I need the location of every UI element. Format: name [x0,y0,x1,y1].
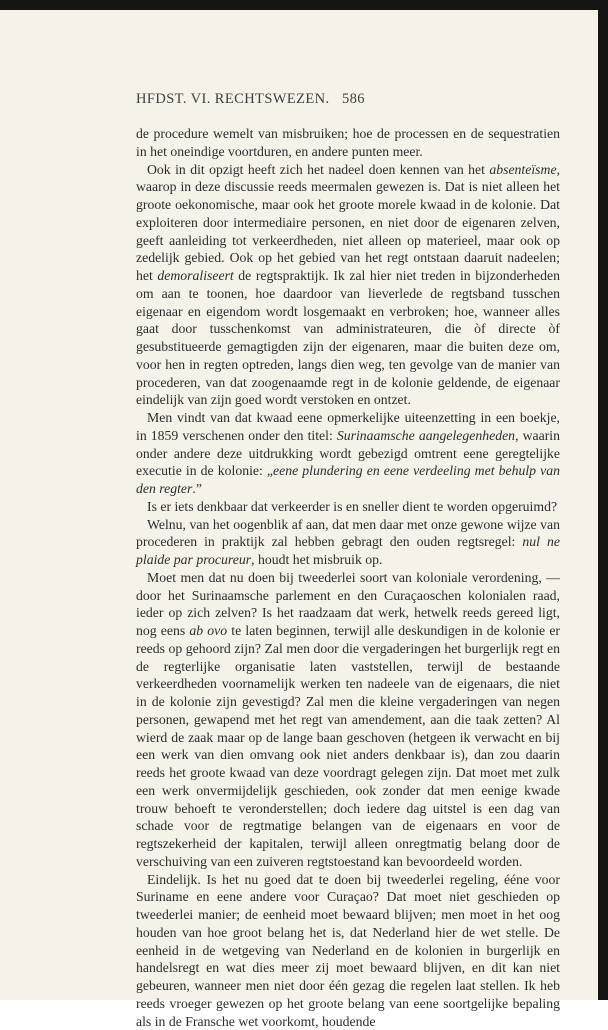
text-run: Men vindt van dat kwaad eene opmerkelijke uiteenzetting in een boekje, in 1859 verschenen onder den titel: [136,410,560,443]
text-run: Welnu, van het oogenblik af aan, dat men daar met onze gewone wijze van procederen in praktijk zal hebben gebragt den ouden regtsregel: [136,517,560,550]
paragraph [136,409,560,498]
text-run: , houdt het misbruik op. [251,552,382,567]
text-run: , waarop in deze discussie reeds meermalen gewezen is. Dat is niet alleen het groote oekonomische, maar ook het groote morele kwaad in de kolonie. Dat exploiteren door intermediaire personen, en niet door de eigenaren zelven, geeft aanleiding tot verkeerdheden, niet alleen op materieel, maar ook op zedelijk gebied. Ook op het gebied van het regt ontstaan daaruit nadeelen; het [136,162,560,284]
italic-phrase: eene plundering en eene verdeeling met behulp van den regter [136,463,560,496]
paragraph [136,569,560,871]
top-scan-border [0,0,608,10]
body-text [136,125,560,1030]
page-number: 586 [342,91,365,108]
text-run: de procedure wemelt van misbruiken; hoe de processen en de sequestratien in het oneindige voortduren, en andere punten meer. [136,126,560,159]
italic-phrase: ab ovo [189,623,227,638]
italic-phrase: Surinaamsche aangelegenheden [337,428,515,443]
paragraph [136,125,560,161]
chapter-title: HFDST. VI. RECHTSWEZEN. [136,91,330,108]
text-run: .” [192,481,202,496]
text-run: de regtspraktijk. Ik zal hier niet treden in bijzonderheden om aan te toonen, hoe daardoor van lieverlede de regtsband tusschen eigenaar en eigendom wordt losgemaakt en verbroken; hoe, wanneer alles gaat door tusschenkomst van administrateuren, die òf directe òf gesubstitueerde gemagtigden zijn der eigenaren, maar die buiten deze om, voor hen in regten optreden, langs dien weg, ten gevolge van de manier van procederen, van dat zoogenaamde regt in de kolonie geldende, de eigenaar eindelijk van zijn goed wordt verstoken en ontzet. [136,268,560,407]
text-run: Moet men dat nu doen bij tweederlei soort van koloniale verordening, — door het Surinaamsche parlement en den Curaçaoschen kolonialen raad, ieder op zich zelven? Is het raadzaam dat werk, hetwelk reeds gereed ligt, nog eens [136,570,560,638]
text-run: , waarin onder andere deze uitdrukking wordt gebezigd omtrent eene geregtelijke executie in de kolonie: „ [136,428,560,479]
text-run: te laten beginnen, terwijl alle deskundigen in de kolonie er reeds op gehoord zijn? Zal men door die vergaderingen het burgerlijk regt en de regterlijke organisatie laten vaststellen, terwijl de bestaande verkeerdheden voornamelijk werken ten nadeele van de eigenaars, die niet in de kolonie zijn gevestigd? Zal men die kleine vergaderingen van negen personen, gewapend met het regt van amendement, aan die taak zetten? Al wierd de zaak maar op de lange baan geschoven (hetgeen ik verwacht en bij een werk van dien omvang ook niet anders denkbaar is), dan zou daarin reeds het groote kwaad van deze voordragt gelegen zijn. Dat moet met zulk een werk onvermijdelijk geschieden, ook zonder dat men eenige kwade trouw behoeft te veronderstellen; doch iedere dag uitstel is een dag van schade voor de regtmatige belangen van de eigenaars en voor de regtszekerheid der kapitalen, terwijl alleen onregtmatig belang door de verschuiving van een zuiveren regtstoestand kan bevoordeeld worden. [136,623,560,869]
italic-phrase: demoraliseert [157,268,233,283]
paragraph [136,871,560,1030]
text-run: Ook in dit opzigt heeft zich het nadeel doen kennen van het [147,162,489,177]
text-run: Eindelijk. Is het nu goed dat te doen bij tweederlei regeling, éénе voor Suriname en eene andere voor Curaçao? Dat moet niet geschieden op tweederlei manier; de eenheid moet bewaard blijven; men moet in het oog houden van hoe groot belang het is, dat Nederland hier de wet stelle. De eenheid in de wetgeving van Nederland en de kolonien in burgerlijk en handelsregt en wat dies meer zij moet bewaard blijven, en dit kan niet gebeuren, wanneer men niet door één gezag die regelen laat stellen. Ik heb reeds vroeger gewezen op het groote belang van eene soortgelijke bepaling als in de Fransche wet voorkomt, houdende [136,872,560,1029]
paragraph [136,516,560,569]
text-run: Is er iets denkbaar dat verkeerder is en sneller dient te worden opgeruimd? [147,499,557,514]
right-scan-border [598,0,608,1000]
paragraph [136,161,560,410]
italic-phrase: absenteïsme [489,162,556,177]
paragraph [136,498,560,516]
italic-phrase: nul ne plaide par procureur [136,534,560,567]
